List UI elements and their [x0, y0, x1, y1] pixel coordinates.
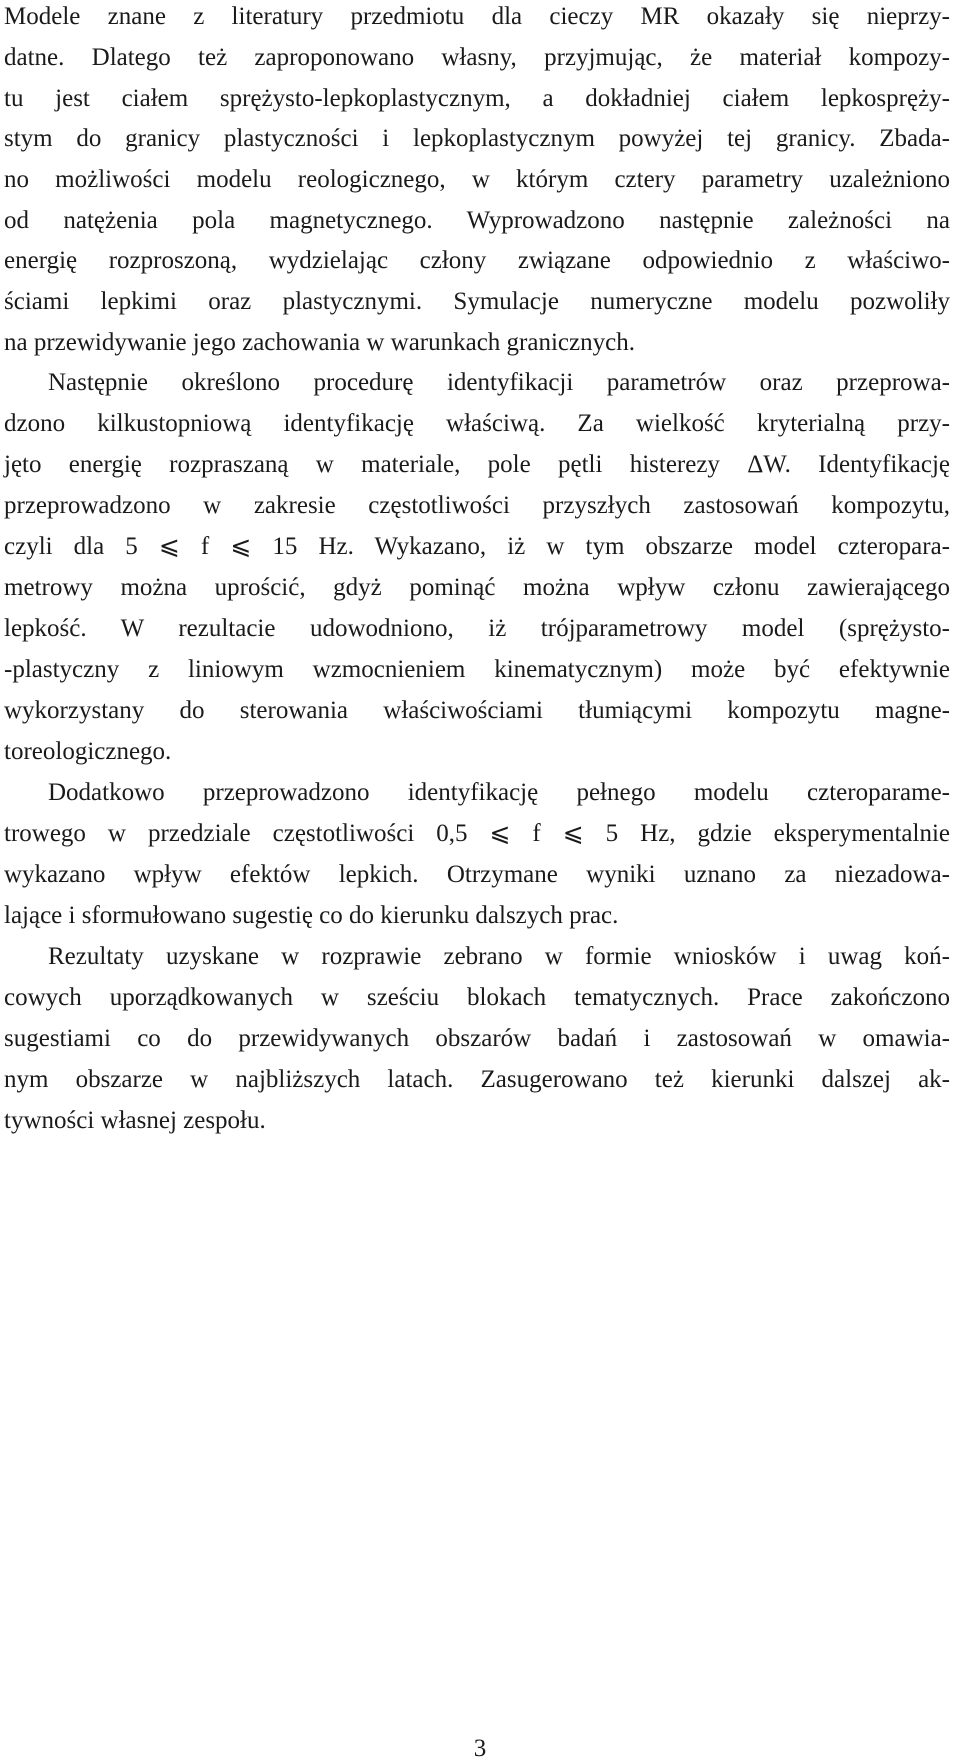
text-line: cowych uporządkowanych w sześciu blokach tematycznych. Prace zakończono: [4, 984, 950, 1011]
text-line: sugestiami co do przewidywanych obszarów badań i zastosowań w omawia-: [4, 1025, 950, 1052]
text-line: tywności własnej zespołu.: [4, 1107, 266, 1134]
text-line: trowego w przedziale częstotliwości 0,5 ⩽ f ⩽ 5 Hz, gdzie eksperymentalnie: [4, 820, 950, 847]
text-line: przeprowadzono w zakresie częstotliwości przyszłych zastosowań kompozytu,: [4, 492, 950, 519]
text-line: Rezultaty uzyskane w rozprawie zebrano w formie wniosków i uwag koń-: [48, 943, 950, 970]
page-number: 3: [473, 1735, 487, 1762]
text-line: ściami lepkimi oraz plastycznymi. Symulacje numeryczne modelu pozwoliły: [4, 288, 950, 315]
text-line: nym obszarze w najbliższych latach. Zasugerowano też kierunki dalszej ak-: [4, 1066, 950, 1093]
text-line: -plastyczny z liniowym wzmocnieniem kinematycznym) może być efektywnie: [4, 656, 950, 683]
text-line: tu jest ciałem sprężysto-lepkoplastycznym, a dokładniej ciałem lepkospręży-: [4, 85, 950, 112]
text-line: Dodatkowo przeprowadzono identyfikację pełnego modelu czteroparame-: [48, 779, 950, 806]
text-line: no możliwości modelu reologicznego, w którym cztery parametry uzależniono: [4, 166, 950, 193]
text-line: od natężenia pola magnetycznego. Wyprowadzono następnie zależności na: [4, 207, 950, 234]
text-line: energię rozproszoną, wydzielając człony związane odpowiednio z właściwo-: [4, 247, 950, 274]
text-line: wykorzystany do sterowania właściwościami tłumiącymi kompozytu magne-: [4, 697, 950, 724]
text-line: lepkość. W rezultacie udowodniono, iż trójparametrowy model (sprężysto-: [4, 615, 950, 642]
text-line: wykazano wpływ efektów lepkich. Otrzymane wyniki uznano za niezadowa-: [4, 861, 950, 888]
text-line: metrowy można uprościć, gdyż pominąć można wpływ członu zawierającego: [4, 574, 950, 601]
text-line: na przewidywanie jego zachowania w warunkach granicznych.: [4, 329, 635, 356]
text-line: dzono kilkustopniową identyfikację właściwą. Za wielkość kryterialną przy-: [4, 410, 950, 437]
text-line: czyli dla 5 ⩽ f ⩽ 15 Hz. Wykazano, iż w tym obszarze model czteropara-: [4, 533, 950, 560]
text-line: toreologicznego.: [4, 738, 172, 765]
text-line: datne. Dlatego też zaproponowano własny, przyjmując, że materiał kompozy-: [4, 44, 950, 71]
text-line: jęto energię rozpraszaną w materiale, pole pętli histerezy ΔW. Identyfikację: [4, 451, 950, 478]
text-line: lające i sformułowano sugestię co do kierunku dalszych prac.: [4, 902, 619, 929]
text-line: Następnie określono procedurę identyfikacji parametrów oraz przeprowa-: [48, 369, 950, 396]
text-line: Modele znane z literatury przedmiotu dla cieczy MR okazały się nieprzy-: [4, 3, 950, 30]
text-line: stym do granicy plastyczności i lepkoplastycznym powyżej tej granicy. Zbada-: [4, 125, 950, 152]
